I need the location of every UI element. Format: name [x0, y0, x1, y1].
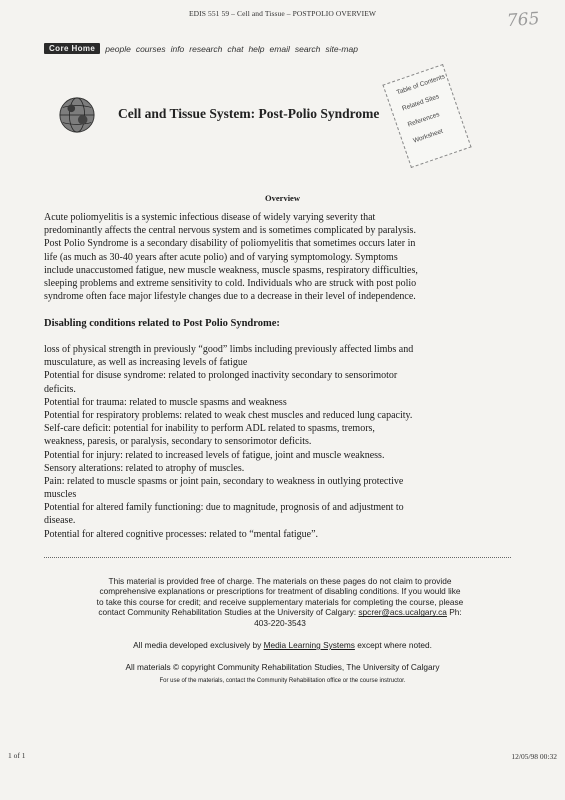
condition-item: [44, 369, 514, 395]
nav-link-email[interactable]: email: [269, 43, 290, 54]
condition-item: [44, 528, 514, 541]
disclaimer-line: comprehensive explanations or prescriptions for treatment of disabling conditions. If you would like: [99, 586, 461, 597]
core-home-logo[interactable]: Core Home: [44, 43, 100, 54]
condition-item: [44, 462, 514, 475]
nav-link-people[interactable]: people: [105, 43, 131, 54]
print-date: 12/05/98 00:32: [511, 752, 557, 761]
side-nav-worksheet[interactable]: Worksheet: [412, 127, 444, 145]
nav-link-help[interactable]: help: [248, 43, 265, 54]
disclaimer-line: to take this course for credit; and receive supplementary materials for completing the course, please: [96, 596, 464, 607]
intro-line: life (as much as 30-40 years after acute polio) and of varying symptomology. Symptoms: [44, 251, 398, 263]
condition-line: Pain: related to muscle spasms or joint pain, secondary to weakness in outlying protective: [44, 475, 404, 487]
media-prefix: All media developed exclusively by: [133, 640, 264, 650]
media-learning-systems-link[interactable]: Media Learning Systems: [263, 640, 355, 650]
condition-item: [44, 343, 514, 369]
globe-icon: [58, 96, 96, 134]
condition-line: Potential for trauma: related to muscle spasms and weakness: [44, 396, 287, 408]
handwritten-note: 765: [505, 8, 540, 32]
condition-item: [44, 396, 514, 409]
divider: [44, 557, 511, 558]
nav-link-site-map[interactable]: site-map: [325, 43, 358, 54]
condition-line: Sensory alterations: related to atrophy of muscles.: [44, 462, 245, 474]
side-nav-references[interactable]: References: [406, 111, 441, 129]
condition-item: [44, 422, 514, 448]
contact-suffix: Ph:: [446, 607, 462, 618]
condition-line: Self-care deficit: potential for inability to perform ADL related to spasms, tremors,: [44, 423, 375, 435]
nav-link-search[interactable]: search: [294, 43, 321, 54]
intro-paragraph: [44, 211, 504, 303]
disclaimer-block: [70, 576, 490, 628]
nav-link-info[interactable]: info: [170, 43, 185, 54]
condition-line: Potential for altered cognitive processes: related to “mental fatigue”.: [44, 528, 319, 540]
contact-prefix: contact Community Rehabilitation Studies at the University of Calgary:: [98, 607, 359, 618]
conditions-list: [44, 343, 514, 541]
nav-link-courses[interactable]: courses: [135, 43, 166, 54]
condition-item: [44, 501, 514, 527]
condition-item: [44, 449, 514, 462]
nav-link-research[interactable]: research: [189, 43, 223, 54]
copyright-notice: All materials © copyright Community Rehabilitation Studies, The University of Calgary: [125, 662, 440, 672]
condition-line: muscles: [44, 489, 77, 501]
page-count: 1 of 1: [8, 751, 26, 760]
condition-line: Potential for altered family functioning: due to magnitude, prognosis of and adjustment to: [44, 502, 404, 514]
contact-phone: 403-220-3543: [254, 617, 306, 628]
nav-link-chat[interactable]: chat: [227, 43, 244, 54]
condition-line: loss of physical strength in previously “good” limbs including previously affected limbs and: [44, 344, 414, 355]
side-nav-card: [382, 64, 471, 168]
disclaimer-line: This material is provided free of charge. The materials on these pages do not claim to provide: [108, 576, 452, 586]
condition-item: [44, 475, 514, 501]
condition-line: weakness, paresis, or paralysis, secondary to sensorimotor deficits.: [44, 436, 312, 448]
side-nav-related-sites[interactable]: Related Sites: [401, 93, 441, 113]
intro-line: sleeping problems and extreme sensitivity to cold. Individuals who are struck with post polio: [44, 277, 417, 289]
condition-line: Potential for disuse syndrome: related to prolonged inactivity secondary to sensorimotor: [44, 370, 398, 382]
conditions-heading: Disabling conditions related to Post Polio Syndrome:: [44, 318, 280, 329]
page-title: Cell and Tissue System: Post-Polio Syndrome: [118, 106, 380, 121]
condition-line: disease.: [44, 515, 76, 527]
condition-item: [44, 409, 514, 422]
condition-line: deficits.: [44, 383, 76, 395]
media-credit: [0, 640, 565, 650]
condition-line: Potential for respiratory problems: related to weak chest muscles and reduced lung capacity.: [44, 409, 413, 421]
condition-line: Potential for injury: related to increased levels of fatigue, joint and muscle weakness.: [44, 449, 385, 461]
contact-email-link[interactable]: spcrer@acs.ucalgary.ca: [358, 607, 447, 618]
top-nav-bar: [44, 42, 358, 55]
intro-line: syndrome often face major lifestyle changes due to a decrease in their level of independence.: [44, 291, 416, 303]
intro-line: predominantly affects the central nervous system and is sometimes complicated by paralysis.: [44, 225, 416, 237]
overview-heading: Overview: [265, 193, 300, 203]
media-suffix: except where noted.: [354, 640, 432, 650]
intro-line: Post Polio Syndrome is a secondary disability of poliomyelitis that sometimes occurs later in: [44, 238, 416, 250]
print-header: EDIS 551 59 – Cell and Tissue – POSTPOLIO OVERVIEW: [188, 9, 377, 18]
small-print: For use of the materials, contact the Community Rehabilitation office or the course instructor.: [159, 678, 406, 684]
intro-line: Acute poliomyelitis is a systemic infectious disease of widely varying severity that: [44, 212, 376, 223]
side-nav-table-of-contents[interactable]: Table of Contents: [395, 73, 446, 97]
disclaimer-contact-line: [70, 607, 490, 617]
intro-line: include unaccustomed fatigue, new muscle weakness, muscle spasms, respiratory difficulties,: [44, 264, 418, 276]
condition-line: musculature, as well as increasing levels of fatigue: [44, 357, 248, 369]
